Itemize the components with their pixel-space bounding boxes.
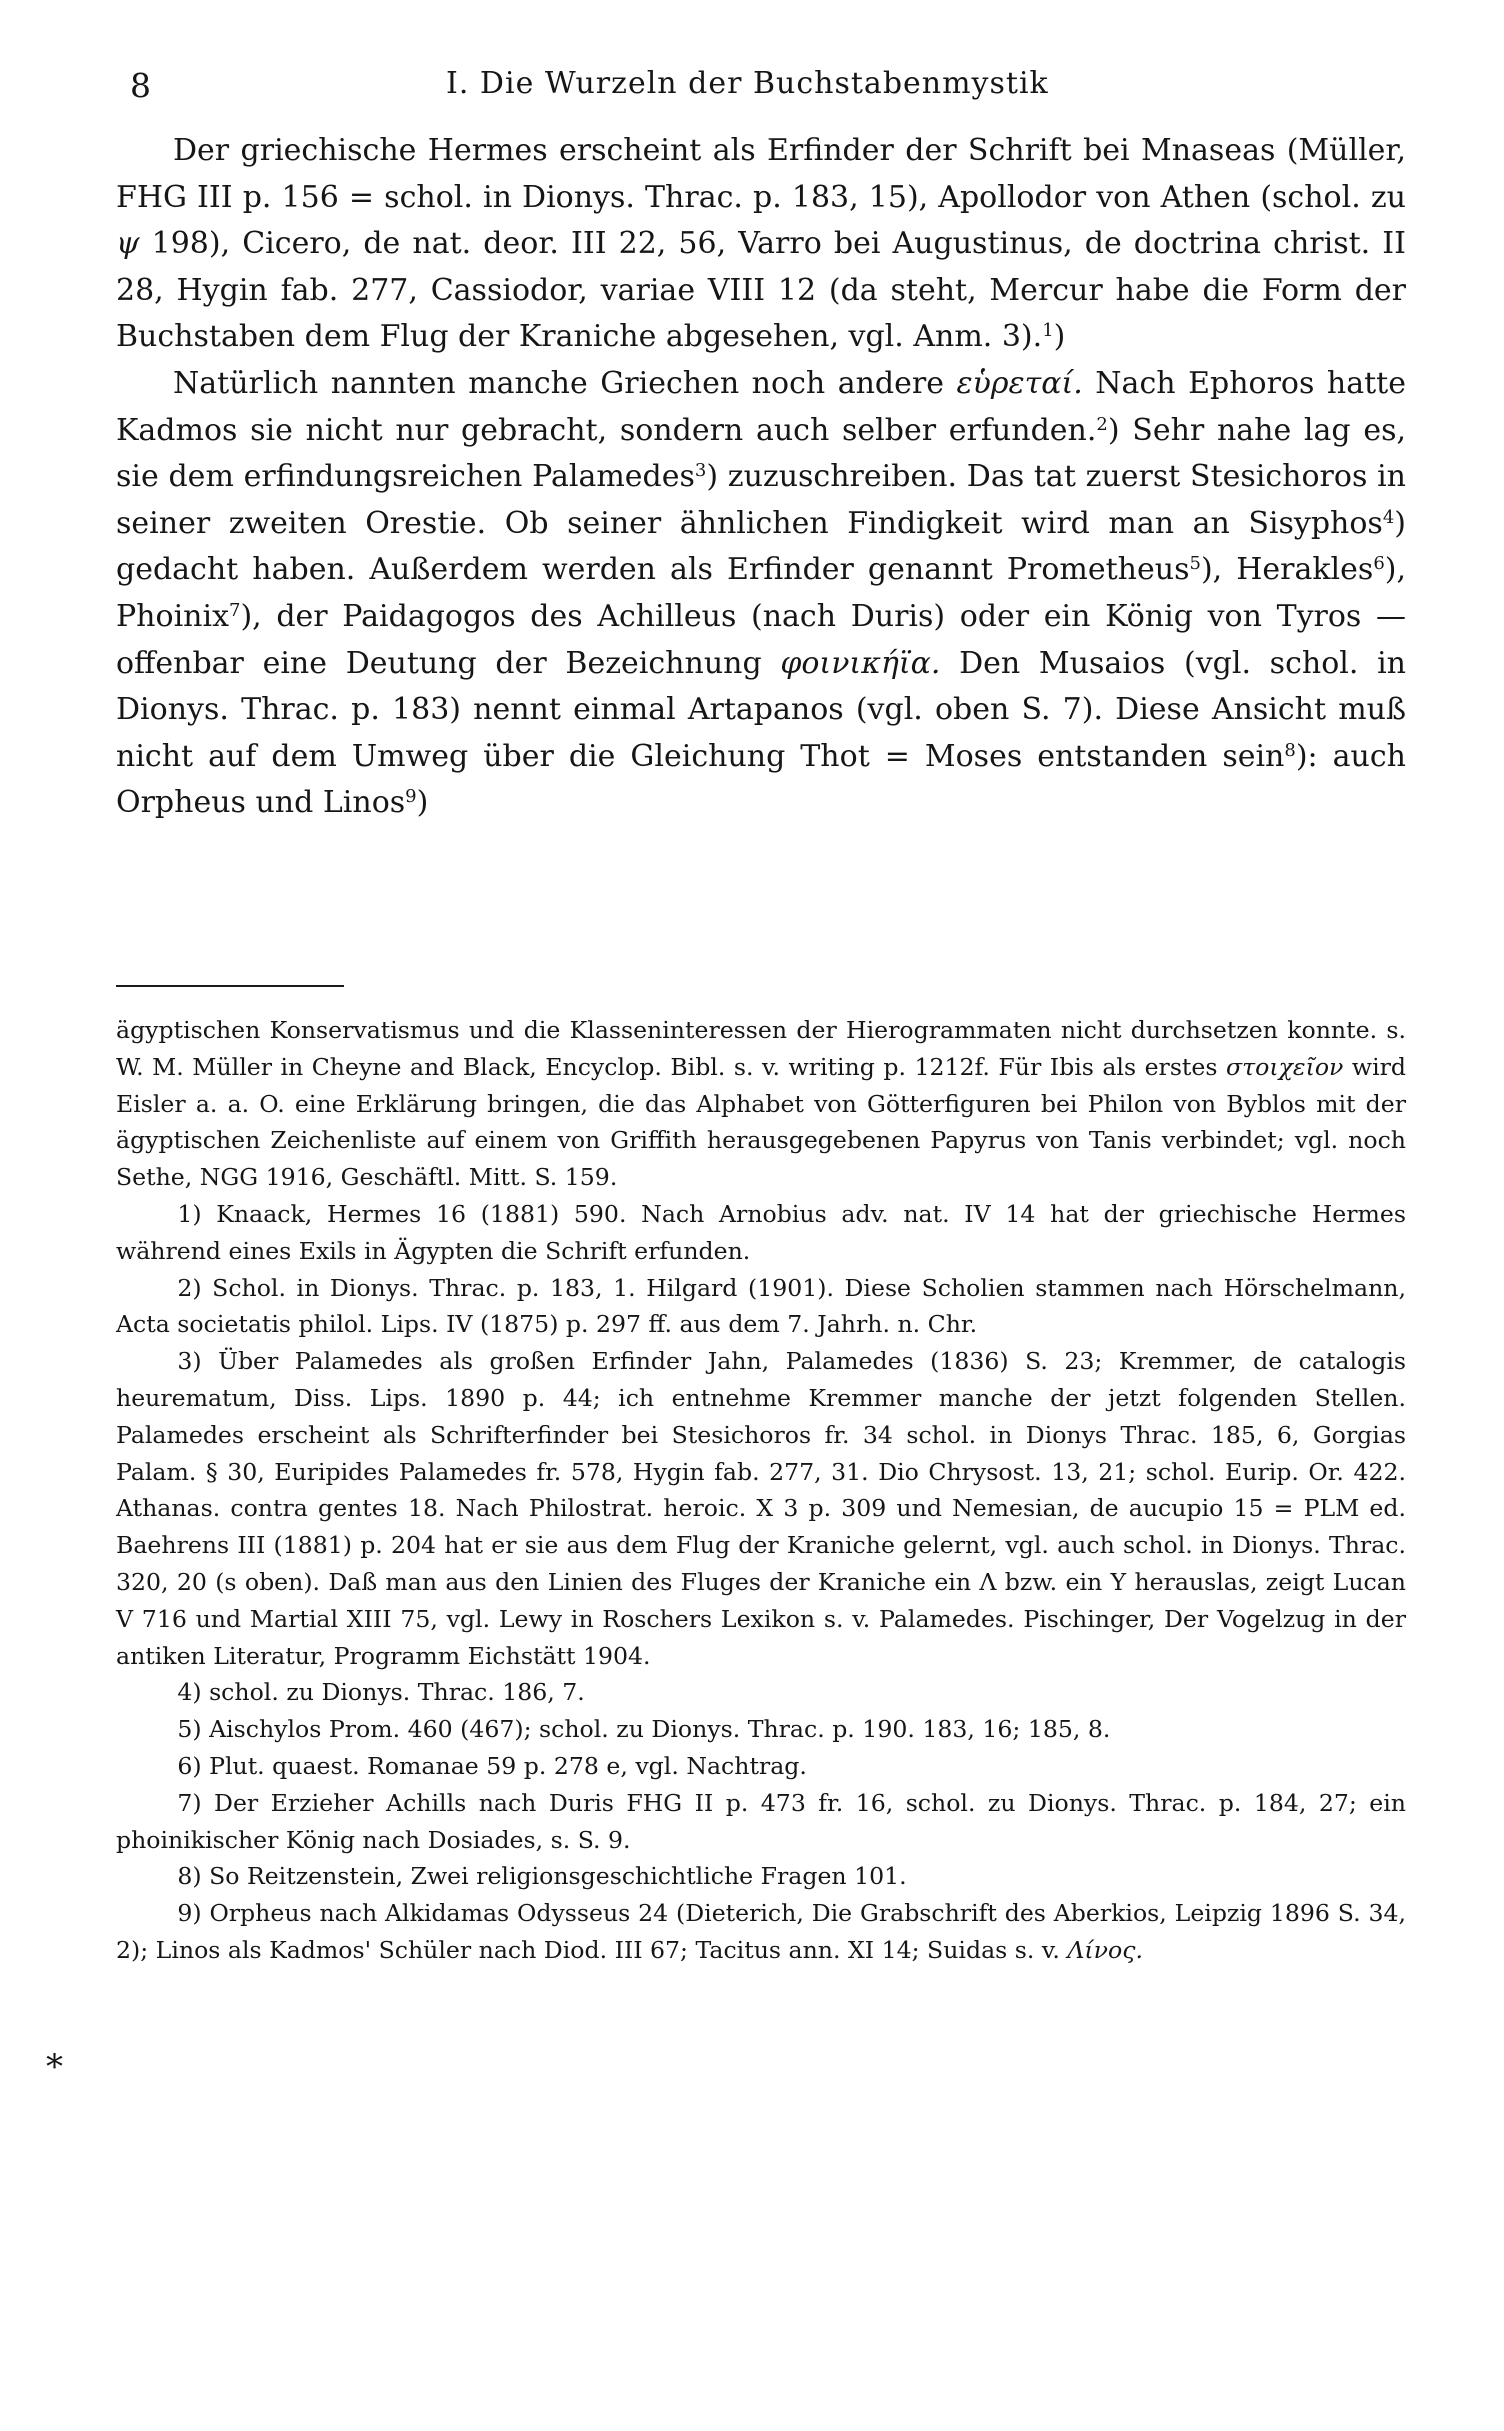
- text-run: ): [1053, 319, 1066, 355]
- paragraph-inventors: [116, 361, 1406, 827]
- text-run: ): auch Orpheus und Linos: [116, 738, 1406, 821]
- page-number: 8: [130, 66, 151, 105]
- footnote-3: 3) Über Palamedes als großen Erfinder Jahn, Palamedes (1836) S. 23; Kremmer, de catalogis heurematum, Diss. Lips. 1890 p. 44; ich entnehme Kremmer manche der jetzt folgenden Stellen. Palamedes erscheint als Schrifterfinder bei Stesichoros fr. 34 schol. in Dionys Thrac. 185, 6, Gorgias Palam. § 30, Euripides Palamedes fr. 578, Hygin fab. 277, 31. Dio Chrysost. 13, 21; schol. Eurip. Or. 422. Athanas. contra gentes 18. Nach Philostrat. heroic. X 3 p. 309 und Nemesian, de aucupio 15 = PLM ed. Baehrens III (1881) p. 204 hat er sie aus dem Flug der Kraniche gelernt, vgl. auch schol. in Dionys. Thrac. 320, 20 (s oben). Daß man aus den Linien des Fluges der Kraniche ein Λ bzw. ein Υ herauslas, zeigt Lucan V 716 und Martial XIII 75, vgl. Lewy in Roschers Lexikon s. v. Palamedes. Pischinger, Der Vogelzug in der antiken Literatur, Programm Eichstätt 1904.: [116, 1347, 1406, 1670]
- footnote-ref: 8: [1284, 739, 1296, 761]
- text-run: Nach Ephoros hatte Kadmos sie nicht nur gebracht, sondern auch selber erfunden.: [116, 365, 1406, 448]
- footnote-4: 4) schol. zu Dionys. Thrac. 186, 7.: [177, 1678, 585, 1707]
- text-run: ), Herakles: [1200, 552, 1374, 588]
- text-run: Natürlich nannten manche Griechen noch andere: [173, 365, 957, 401]
- main-text: [116, 128, 1406, 827]
- footnote-ref: 9: [405, 786, 417, 808]
- footnote-9: [116, 1895, 1406, 1969]
- footnote-2: 2) Schol. in Dionys. Thrac. p. 183, 1. Hilgard (1901). Diese Scholien stammen nach Hörschelmann, Acta societatis philol. Lips. IV (1875) p. 297 ff. aus dem 7. Jahrh. n. Chr.: [116, 1273, 1406, 1339]
- text-run: ): [416, 785, 429, 821]
- text-run: Den Musaios (vgl. schol. in Dionys. Thrac. p. 183) nennt einmal Artapanos (vgl. oben S. 7). Diese Ansicht muß nicht auf dem Umweg über die Gleichung Thot = Moses entstanden sein: [116, 645, 1406, 774]
- footnote-ref: 2: [1096, 413, 1108, 435]
- margin-asterisk: *: [46, 2047, 63, 2087]
- footnote-6: 6) Plut. quaest. Romanae 59 p. 278 e, vgl. Nachtrag.: [177, 1751, 807, 1780]
- greek-word: ψ: [116, 226, 140, 262]
- footnote-5: 5) Aischylos Prom. 460 (467); schol. zu Dionys. Thrac. p. 190. 183, 16; 185, 8.: [177, 1715, 1111, 1744]
- footnote-ref: 7: [229, 600, 241, 622]
- text-run: ) zuzuschreiben. Das tat zuerst Stesichoros in seiner zweiten Orestie. Ob seiner ähnlichen Findigkeit wird man an Sisyphos: [116, 459, 1407, 541]
- greek-word: στοιχεῖον: [1226, 1052, 1344, 1081]
- footnote-7: 7) Der Erzieher Achills nach Duris FHG II p. 473 fr. 16, schol. zu Dionys. Thrac. p. 184, 27; ein phoinikischer König nach Dosiades, s. S. 9.: [116, 1788, 1406, 1854]
- greek-word: Λίνος.: [1067, 1935, 1143, 1964]
- footnote-divider: [116, 985, 344, 987]
- paragraph-hermes: [116, 128, 1406, 361]
- text-run: Der griechische Hermes erscheint als Erfinder der Schrift bei Mnaseas (Müller, FHG III p. 156 = schol. in Dionys. Thrac. p. 183, 15), Apollodor von Athen (schol. zu: [116, 133, 1406, 215]
- footnote-ref: 5: [1189, 553, 1201, 575]
- footnotes: [116, 1012, 1406, 1969]
- greek-word: εὑρεταί.: [956, 365, 1083, 401]
- text-run: ), Phoinix: [116, 552, 1407, 634]
- text-run: 198), Cicero, de nat. deor. III 22, 56, Varro bei Augustinus, de doctrina christ. II 28, Hygin fab. 277, Cassiodor, variae VIII 12 (da steht, Mercur habe die Form der Buchstaben dem Flug der Kraniche abgesehen, vgl. Anm. 3).: [116, 226, 1406, 355]
- footnote-ref: 3: [694, 460, 707, 482]
- footnote-8: 8) So Reitzenstein, Zwei religionsgeschichtliche Fragen 101.: [177, 1862, 907, 1891]
- running-head: [116, 66, 1406, 110]
- footnote-1: 1) Knaack, Hermes 16 (1881) 590. Nach Arnobius adv. nat. IV 14 hat der griechische Hermes während eines Exils in Ägypten die Schrift erfunden.: [116, 1199, 1406, 1265]
- footnote-ref: 6: [1373, 553, 1385, 575]
- text-run: ) gedacht haben. Außerdem werden als Erfinder genannt Prometheus: [116, 505, 1406, 588]
- text-run: 9) Orpheus nach Alkidamas Odysseus 24 (Dieterich, Die Grabschrift des Aberkios, Leipzig 1896 S. 34, 2); Linos als Kadmos' Schüler nach Diod. III 67; Tacitus ann. XI 14; Suidas s. v.: [116, 1899, 1406, 1964]
- text-run: ägyptischen Konservatismus und die Klasseninteressen der Hierogrammaten nicht durchsetzen konnte. s. W. M. Müller in Cheyne and Black, Encyclop. Bibl. s. v. writing p. 1212f. Für Ibis als erstes: [116, 1016, 1406, 1081]
- running-title: I. Die Wurzeln der Buchstabenmystik: [446, 66, 1049, 101]
- footnote-continuation: [116, 1012, 1406, 1196]
- footnote-ref: 4: [1382, 506, 1395, 528]
- text-run: ) Sehr nahe lag es, sie dem erfindungsreichen Palamedes: [116, 412, 1406, 495]
- greek-word: φοινικήϊα.: [780, 645, 941, 681]
- footnote-ref: 1: [1042, 320, 1054, 342]
- text-run: wird Eisler a. a. O. eine Erklärung bringen, die das Alphabet von Götterfiguren bei Philon von Byblos mit der ägyptischen Zeichenliste auf einem von Griffith herausgegebenen Papyrus von Tanis verbindet; vgl. noch Sethe, NGG 1916, Geschäftl. Mitt. S. 159.: [116, 1052, 1407, 1192]
- text-run: ), der Paidagogos des Achilleus (nach Duris) oder ein König von Tyros — offenbar eine Deutung der Bezeichnung: [116, 598, 1406, 681]
